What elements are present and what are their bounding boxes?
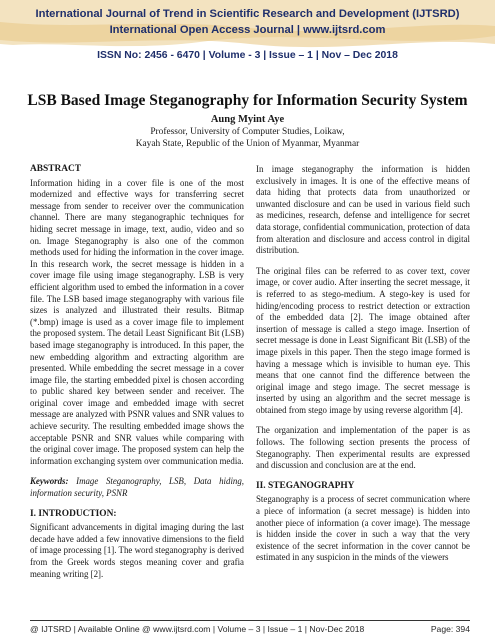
- paragraph-image-steganography: In image steganography the information is hidden exclusively in images. It is one of the effective means of data hiding that protects data from unauthorized or unwanted disclosure and can be used in various field such as medicines, research, defense and intelligence for secret data storage, confidential communication, protection of data from alteration and disclosure and access control in digital distribution.: [256, 164, 470, 256]
- abstract-heading: ABSTRACT: [30, 164, 82, 174]
- footer-citation: @ IJTSRD | Available Online @ www.ijtsrd.com | Volume – 3 | Issue – 1 | Nov-Dec 2018: [30, 624, 365, 634]
- left-column: [30, 164, 244, 589]
- abstract-text: Information hiding in a cover file is one of the most modernized and effective ways for transferring secret message from sender to receiver over the communication channel. There are many steganographic techniques for hiding secret message in image, text, audio, video and so on. Image Steganography is also one of the common methods used for hiding the information in the cover image. In this research work, the secret message is hidden in a cover image file using image steganography. LSB is very efficient algorithm used to embed the information in a cover file. The LSB based image steganography with various file sizes is analyzed and illustrated their results. Bitmap (*.bmp) image is used as a cover image file to implement the proposed system. The detail Least Significant Bit (LSB) based image steganography is introduced. In this paper, the new embedding algorithm and extracting algorithm are presented. While embedding the secret message in a cover image file, the starting embedded pixel is chosen according to public shared key between sender and receiver. The original cover image and embedded image with secret message are analyzed with PSNR values and SNR values to achieve security. The resulting embedded image shows the acceptable PSNR and SNR values while comparing with the original cover image. The proposed system can help the information exchanging system over communication media.: [30, 177, 245, 466]
- journal-subtitle: International Open Access Journal | www.ijtsrd.com: [109, 24, 386, 36]
- author-name: Aung Myint Aye: [210, 114, 285, 125]
- section2-heading: II. STEGANOGRAPHY: [256, 480, 355, 491]
- keywords-label: Keywords:: [30, 476, 69, 487]
- paragraph-cover-files: The original files can be referred to as cover text, cover image, or cover audio. After inserting the secret message, it is referred to as stego-medium. A stego-key is used for hiding/encoding process to restrict detection or extraction of the embedded data [2]. The image obtained after insertion of message is called a stego image. Insertion of secret message is done in Least Significant Bit (LSB) of the image pixels in this paper. Then the stego image formed is having a message which is invisible to human eye. This means that one cannot find the difference between the original image and stego image. The secret message is inserted by using an algorithm and the secret message is obtained from stego image by using reverse algorithm [4].: [256, 265, 470, 415]
- author-affiliation-line1: Professor, University of Computer Studies, Loikaw,: [150, 127, 345, 137]
- footer-divider: [30, 620, 470, 621]
- paper-title: LSB Based Image Steganography for Information Security System: [27, 92, 468, 109]
- keywords: [30, 476, 244, 499]
- paragraph-steganography-definition: Steganography is a process of secret communication where a piece of information (a secret message) is hidden into another piece of information (a cover image). The message is hidden inside the cover in such a way that the very existence of the secret information in the cover cannot be estimated in any suspicion in the minds of the viewers: [256, 494, 470, 563]
- journal-name: International Journal of Trend in Scientific Research and Development (IJTSRD): [35, 8, 460, 20]
- journal-header: [0, 0, 495, 70]
- introduction-heading: I. INTRODUCTION:: [30, 508, 117, 519]
- page-number: Page: 394: [430, 624, 470, 634]
- author-affiliation-line2: Kayah State, Republic of the Union of Myanmar, Myanmar: [135, 139, 360, 149]
- paragraph-organization: The organization and implementation of the paper is as follows. The following section presents the process of Steganography. Then experimental results are expressed and discussion and conclusion are at the end.: [256, 425, 470, 471]
- keywords-text: Image Steganography, LSB, Data hiding, information security, PSNR: [30, 476, 245, 499]
- right-column: [256, 164, 470, 573]
- introduction-text: Significant advancements in digital imaging during the last decade have added a few innovative dimensions to the field of image processing [1]. The word steganography is derived from the Greek words stegos meaning cover and grafia meaning writing [2].: [30, 522, 244, 579]
- issn-line: ISSN No: 2456 - 6470 | Volume - 3 | Issue – 1 | Nov – Dec 2018: [97, 50, 398, 61]
